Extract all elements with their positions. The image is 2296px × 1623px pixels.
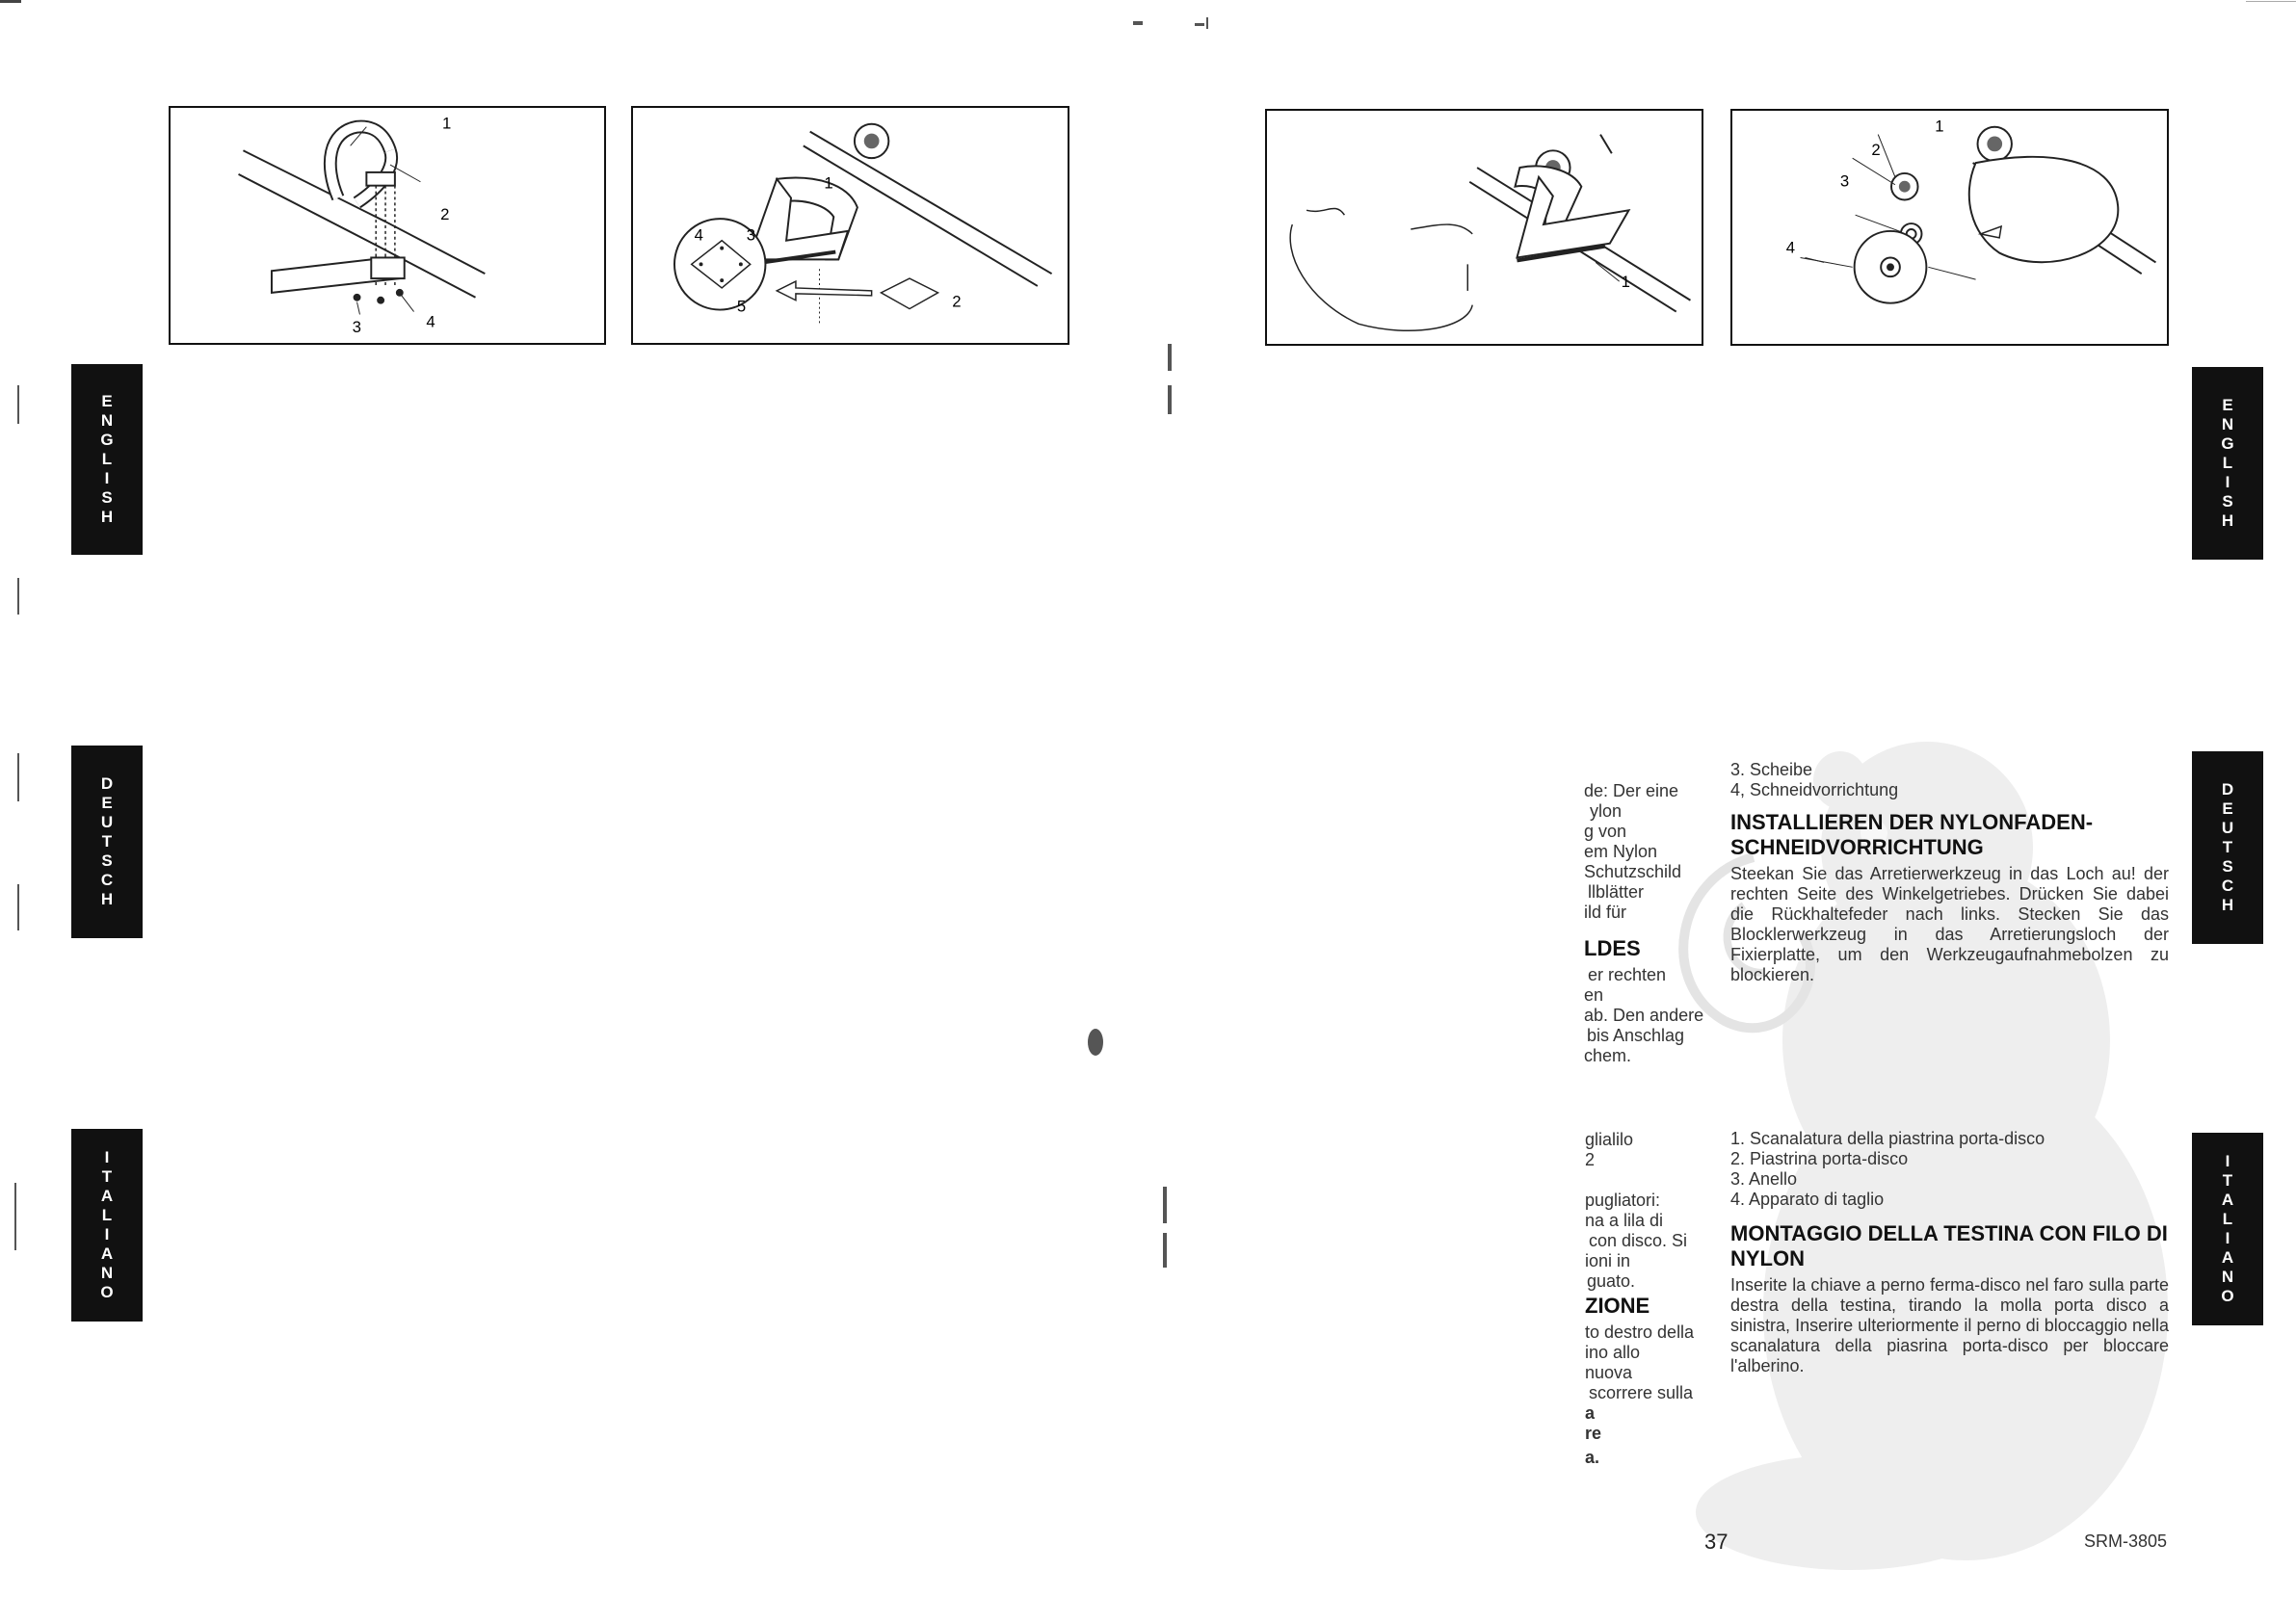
tab-letter: C [2221, 877, 2234, 895]
fragment-line: Schutzschild [1584, 862, 1682, 881]
fragment-heading: LDES [1584, 936, 1641, 960]
tab-letter: L [2222, 454, 2233, 472]
tab-letter: I [104, 469, 110, 487]
tab-letter: N [100, 411, 114, 430]
tab-letter: O [100, 1283, 114, 1301]
fragment-line: de: Der eine [1584, 781, 1679, 800]
tab-letter: E [2222, 396, 2233, 414]
tab-letter: U [100, 813, 114, 831]
callout-2: 2 [440, 205, 450, 224]
fragment-line: na a lila di [1585, 1211, 1664, 1230]
tab-letter: T [101, 1167, 113, 1186]
tab-letter: I [104, 1225, 110, 1243]
tab-letter: N [2221, 1268, 2234, 1286]
callout-4: 4 [1785, 238, 1796, 257]
page-number: 37 [1704, 1530, 1729, 1554]
fragment-line: llblätter [1588, 882, 1645, 902]
tab-letter: T [2222, 838, 2233, 856]
fragment-line: chem. [1584, 1046, 1632, 1065]
tab-letter: I [2225, 1229, 2230, 1247]
tab-letter: H [2221, 896, 2234, 914]
fragment-line: ioni in [1585, 1251, 1631, 1270]
tab-letter: C [100, 871, 114, 889]
fragment-line: ylon [1590, 801, 1623, 821]
part-list-item: 1. Scanalatura della piastrina porta-disco [1730, 1129, 2045, 1148]
section-heading: MONTAGGIO DELLA TESTINA CON FILO DI NYLON [1730, 1221, 2168, 1270]
callout-2: 2 [1871, 141, 1881, 160]
tab-letter: E [101, 794, 113, 812]
tab-letter: A [2221, 1191, 2234, 1209]
tab-letter: D [2221, 780, 2234, 798]
tab-letter: S [101, 488, 113, 507]
part-list-item: 3. Anello [1730, 1169, 1798, 1189]
fragment-line: em Nylon [1584, 842, 1658, 861]
part-list-item: 3. Scheibe [1730, 760, 1813, 779]
tab-letter: A [100, 1244, 114, 1263]
callout-3: 3 [746, 225, 756, 245]
tab-letter: S [2222, 857, 2233, 876]
tab-letter: I [2225, 1152, 2230, 1170]
tab-letter: A [100, 1187, 114, 1205]
tab-letter: L [2222, 1210, 2233, 1228]
tab-letter: H [100, 890, 114, 908]
fragment-line: to destro della [1585, 1322, 1695, 1342]
callout-3: 3 [1839, 171, 1850, 191]
callout-3: 3 [352, 318, 361, 337]
tab-letter: I [104, 1148, 110, 1166]
tab-letter: G [2221, 434, 2234, 453]
tab-letter: S [2222, 492, 2233, 510]
tab-letter: D [100, 774, 114, 793]
fragment-line: ild für [1584, 903, 1627, 922]
tab-letter: L [101, 1206, 113, 1224]
fragment-line: a [1585, 1403, 1596, 1423]
part-list-item: 4. Apparato di taglio [1730, 1190, 1885, 1209]
fragment-line: a. [1585, 1448, 1600, 1467]
callout-1: 1 [1621, 272, 1630, 291]
section-body: Steekan Sie das Arretierwerkzeug in das Loch au! der rechten Seite des Winkelgetriebes. Drücken Sie dabei die Rückhaltefeder nach links. Stecken Sie das Blocklerwerkzeug in das Arretierungsloch der Fixierplatte, um den Werkzeugaufnahmebolzen zu blockieren. [1730, 864, 2169, 984]
tab-letter: U [2221, 819, 2234, 837]
callout-5: 5 [736, 297, 747, 316]
fragment-line: guato. [1587, 1271, 1636, 1291]
tab-letter: N [2221, 415, 2234, 433]
tab-letter: S [101, 851, 113, 870]
fragment-line: er rechten [1588, 965, 1667, 984]
section-body: Inserite la chiave a perno ferma-disco nel faro sulla parte destra della testina, tirando la molla porta disco a sinistra, Inserire ulteriormente il perno di bloccaggio nella scanalatura della piasrina porta-disco per bloccare l'alberino. [1730, 1275, 2169, 1375]
part-list-item: 4, Schneidvorrichtung [1730, 780, 1899, 799]
tab-letter: A [2221, 1248, 2234, 1267]
part-list-item: 2. Piastrina porta-disco [1730, 1149, 1909, 1168]
tab-letter: N [100, 1264, 114, 1282]
fragment-line: con disco. Si [1589, 1231, 1688, 1250]
callout-1: 1 [824, 173, 833, 193]
tab-letter: H [100, 508, 114, 526]
fragment-line: 2 [1585, 1150, 1596, 1169]
fragment-line: scorrere sulla [1589, 1383, 1694, 1402]
fragment-line: ino allo [1585, 1343, 1641, 1362]
section-heading: INSTALLIEREN DER NYLONFADEN-SCHNEIDVORRICHTUNG [1730, 810, 2094, 859]
callout-2: 2 [952, 292, 962, 311]
tab-letter: I [2225, 473, 2230, 491]
tab-letter: H [2221, 511, 2234, 530]
callout-1: 1 [442, 114, 452, 133]
tab-letter: G [100, 431, 114, 449]
tab-letter: T [101, 832, 113, 851]
tab-letter: E [2222, 799, 2233, 818]
fragment-line: g von [1584, 822, 1627, 841]
tab-letter: L [101, 450, 113, 468]
fragment-line: ab. Den andere [1584, 1006, 1704, 1025]
callout-4: 4 [426, 312, 435, 331]
fragment-line: bis Anschlag [1587, 1026, 1685, 1045]
tab-letter: E [101, 392, 113, 410]
fragment-line: re [1585, 1424, 1602, 1443]
callout-4: 4 [694, 225, 703, 245]
callout-1: 1 [1935, 117, 1944, 136]
fragment-line: nuova [1585, 1363, 1633, 1382]
fragment-line: en [1584, 985, 1604, 1005]
tab-letter: O [2221, 1287, 2234, 1305]
model-code: SRM-3805 [2084, 1531, 2168, 1551]
fragment-line: glialilo [1585, 1130, 1634, 1149]
fragment-line: pugliatori: [1585, 1191, 1661, 1210]
tab-letter: T [2222, 1171, 2233, 1190]
fragment-heading: ZIONE [1585, 1294, 1650, 1318]
